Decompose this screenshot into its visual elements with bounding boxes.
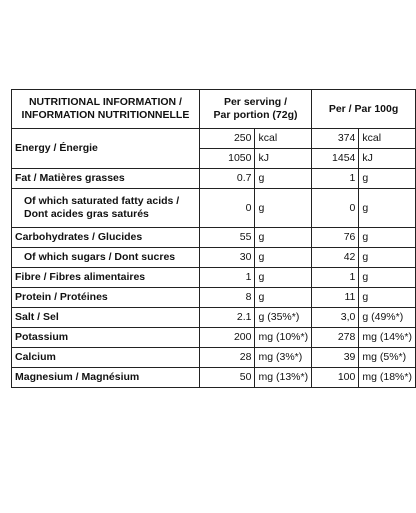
serving-value: 30: [199, 248, 255, 268]
serving-unit: g: [255, 228, 312, 248]
row-label-magnesium: Magnesium / Magnésium: [12, 368, 200, 388]
per100-unit: kcal: [359, 129, 416, 149]
row-label-salt: Salt / Sel: [12, 308, 200, 328]
serving-value: 1: [199, 268, 255, 288]
serving-value: 250: [199, 129, 255, 149]
table-row: [12, 328, 416, 348]
serving-unit: g (35%*): [255, 308, 312, 328]
table-row: [12, 248, 416, 268]
per100-value: 76: [312, 228, 359, 248]
row-label-fibre: Fibre / Fibres alimentaires: [12, 268, 200, 288]
serving-value: 0: [199, 189, 255, 228]
serving-value: 50: [199, 368, 255, 388]
serving-unit: g: [255, 189, 312, 228]
header-nutrition-info: [12, 90, 200, 129]
serving-unit: mg (13%*): [255, 368, 312, 388]
serving-unit: g: [255, 248, 312, 268]
row-label-protein: Protein / Protéines: [12, 288, 200, 308]
per100-value: 3,0: [312, 308, 359, 328]
header-serving-line2: Par portion (72g): [213, 109, 298, 121]
serving-unit: kJ: [255, 149, 312, 169]
row-label-sugars: Of which sugars / Dont sucres: [12, 248, 200, 268]
per100-unit: mg (5%*): [359, 348, 416, 368]
per100-unit: g: [359, 189, 416, 228]
per100-value: 278: [312, 328, 359, 348]
per100-unit: g: [359, 228, 416, 248]
header-label-line1: NUTRITIONAL INFORMATION /: [28, 96, 182, 108]
serving-value: 28: [199, 348, 255, 368]
row-label-line2: Dont acides gras saturés: [24, 208, 149, 220]
serving-value: 1050: [199, 149, 255, 169]
per100-unit: g: [359, 288, 416, 308]
row-label-calcium: Calcium: [12, 348, 200, 368]
serving-unit: mg (10%*): [255, 328, 312, 348]
table-row: [12, 169, 416, 189]
row-label-carbohydrates: Carbohydrates / Glucides: [12, 228, 200, 248]
row-label-energy: Energy / Énergie: [12, 129, 200, 169]
per100-value: 1: [312, 169, 359, 189]
per100-value: 374: [312, 129, 359, 149]
per100-unit: kJ: [359, 149, 416, 169]
header-per-100g: Per / Par 100g: [312, 90, 416, 129]
serving-unit: kcal: [255, 129, 312, 149]
per100-value: 11: [312, 288, 359, 308]
table-row: [12, 348, 416, 368]
per100-unit: g: [359, 169, 416, 189]
serving-value: 0.7: [199, 169, 255, 189]
header-per-serving: [199, 90, 311, 129]
per100-value: 0: [312, 189, 359, 228]
table-row: [12, 228, 416, 248]
header-label-line2: INFORMATION NUTRITIONNELLE: [21, 109, 190, 121]
table-row: [12, 308, 416, 328]
table-row: [12, 189, 416, 228]
serving-unit: g: [255, 288, 312, 308]
row-label-potassium: Potassium: [12, 328, 200, 348]
header-row: [12, 90, 416, 129]
row-label-line1: Of which saturated fatty acids /: [24, 195, 180, 207]
per100-unit: g (49%*): [359, 308, 416, 328]
serving-unit: g: [255, 268, 312, 288]
per100-value: 1454: [312, 149, 359, 169]
table-row: [12, 288, 416, 308]
serving-unit: mg (3%*): [255, 348, 312, 368]
per100-unit: mg (18%*): [359, 368, 416, 388]
serving-value: 8: [199, 288, 255, 308]
table-row: [12, 129, 416, 149]
serving-value: 2.1: [199, 308, 255, 328]
per100-value: 39: [312, 348, 359, 368]
per100-unit: g: [359, 248, 416, 268]
per100-value: 42: [312, 248, 359, 268]
nutrition-table-container: [11, 89, 416, 388]
nutrition-table: [11, 89, 416, 388]
header-serving-line1: Per serving /: [223, 96, 287, 108]
row-label-fat: Fat / Matières grasses: [12, 169, 200, 189]
per100-unit: g: [359, 268, 416, 288]
row-label-saturated-fat: [12, 189, 200, 228]
table-row: [12, 268, 416, 288]
serving-value: 55: [199, 228, 255, 248]
per100-unit: mg (14%*): [359, 328, 416, 348]
table-row: [12, 368, 416, 388]
per100-value: 100: [312, 368, 359, 388]
per100-value: 1: [312, 268, 359, 288]
serving-unit: g: [255, 169, 312, 189]
serving-value: 200: [199, 328, 255, 348]
